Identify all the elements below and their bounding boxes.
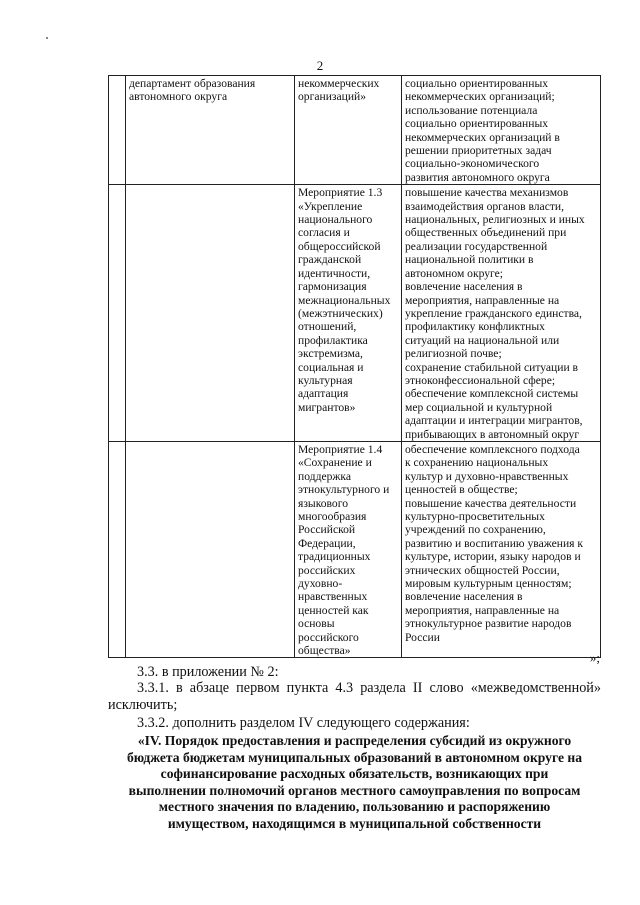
measure-cell-line: организаций»: [298, 90, 367, 104]
measure-cell-line: межнациональных: [298, 293, 391, 307]
measure-cell-line: «Укрепление: [298, 199, 363, 213]
result-cell-line: обеспечение комплексного подхода: [405, 442, 580, 456]
result-cell-line: сохранение стабильной ситуации в: [405, 360, 579, 374]
result-cell-line: повышение качества механизмов: [405, 186, 569, 200]
table-row: [109, 76, 601, 185]
measure-cell-line: отношений,: [298, 320, 357, 334]
closing-quote: »;: [589, 650, 600, 665]
number-cell: [109, 441, 126, 658]
paragraph-3-3-1: [137, 679, 601, 698]
measure-cell-line: ценностей как: [298, 603, 369, 617]
result-cell-line: национальной политики в: [405, 253, 534, 267]
measure-cell-line: Федерации,: [298, 536, 356, 550]
heading-line: «IV. Порядок предоставления и распределения субсидий из окружного: [137, 733, 572, 748]
result-cell-line: мероприятия, направленные на: [405, 293, 560, 307]
measure-cell-line: Российской: [298, 523, 356, 537]
heading-line: местного значения по владению, пользованию и распоряжению: [158, 799, 551, 815]
table-row: [109, 441, 601, 658]
measure-cell-line: социальная и: [298, 360, 364, 374]
measure-cell-line: многообразия: [298, 510, 367, 523]
measure-cell-line: идентичности,: [298, 266, 371, 280]
measure-cell-line: «Сохранение и: [298, 456, 372, 470]
result-cell: [402, 76, 601, 185]
section-iv-heading: [108, 733, 601, 833]
result-cell-line: национальных, религиозных и иных: [405, 213, 585, 227]
measure-cell-line: Мероприятие 1.3: [298, 186, 383, 200]
heading-line: выполнении полномочий органов местного самоуправления по вопросам: [128, 782, 581, 798]
number-cell: [109, 185, 126, 442]
result-cell-line: общественных объединений при: [405, 226, 567, 240]
measure-cell-line: общества»: [298, 644, 351, 658]
measure-cell-line: общероссийской: [298, 239, 381, 253]
result-cell-line: вовлечение населения в: [405, 590, 523, 604]
measure-cell-line: культурная: [298, 373, 353, 387]
result-cell-line: повышение качества деятельности: [405, 496, 577, 510]
result-cell-line: России: [405, 630, 440, 644]
result-cell-line: этнических общностей России,: [405, 563, 560, 577]
result-cell-line: вовлечение населения в: [405, 280, 523, 294]
measure-cell-line: языкового: [298, 496, 348, 510]
measure-cell-line: традиционных: [298, 550, 371, 564]
result-cell-line: мировым культурным ценностям;: [405, 577, 572, 591]
result-cell-line: ситуаций на национальной или: [405, 333, 560, 347]
result-cell-line: ценностей в обществе;: [405, 483, 518, 497]
measure-cell-line: экстремизма,: [298, 347, 363, 361]
result-cell-line: прибывающих в автономный округ: [405, 427, 580, 441]
result-cell-line: развития автономного округа: [405, 170, 550, 184]
department-cell: [126, 185, 295, 442]
result-cell: [402, 441, 601, 658]
heading-line: имуществом, находящимся в муниципальной собственности: [167, 815, 542, 831]
result-cell-line: социально ориентированных: [405, 117, 549, 131]
paragraph-3-3: 3.3. в приложении № 2:: [137, 664, 279, 680]
measure-cell-line: российского: [298, 630, 359, 644]
heading-line: софинансирование расходных обязательств, возникающих при: [160, 766, 549, 782]
measure-cell-line: духовно-: [298, 577, 343, 591]
result-cell: [402, 185, 601, 442]
measure-cell-line: основы: [298, 617, 335, 631]
result-cell-line: использование потенциала: [405, 103, 538, 117]
scan-speck: [46, 37, 48, 39]
heading-line: бюджета бюджетам муниципальных образований в автономном округе на: [126, 749, 583, 765]
result-cell-line: мероприятия, направленные на: [405, 603, 560, 617]
measure-cell-line: поддержка: [298, 469, 352, 483]
measure-cell-line: российских: [298, 563, 356, 577]
measure-cell-line: (межэтнических): [298, 306, 383, 320]
number-cell: [109, 76, 126, 185]
measure-cell: [295, 185, 402, 442]
result-cell-line: реализации государственной: [405, 239, 548, 253]
result-cell-line: этноконфессиональной сфере;: [405, 373, 556, 387]
measure-cell-line: гармонизация: [298, 280, 367, 294]
result-cell-line: профилактику конфликтных: [405, 320, 545, 334]
measure-cell-line: этнокультурного и: [298, 483, 390, 497]
result-cell-line: некоммерческих организаций в: [405, 130, 560, 144]
page-number: 2: [316, 58, 324, 73]
result-cell-line: культуре, истории, языку народов и: [405, 550, 581, 564]
measure-cell: [295, 441, 402, 658]
measure-cell-line: некоммерческих: [298, 77, 380, 90]
measure-cell-line: согласия и: [298, 226, 350, 240]
result-cell-line: автономном округе;: [405, 266, 504, 280]
result-cell-line: решении приоритетных задач: [405, 144, 552, 158]
result-cell-line: адаптации и интеграции мигрантов,: [405, 414, 583, 428]
measure-cell-line: профилактика: [298, 333, 368, 347]
department-cell: [126, 76, 295, 185]
paragraph-3-3-1-cont: исключить;: [108, 697, 178, 713]
result-cell-line: некоммерческих организаций;: [405, 90, 555, 104]
measure-cell-line: адаптация: [298, 387, 349, 401]
result-cell-line: социально ориентированных: [405, 77, 549, 90]
result-cell-line: культурно-просветительных: [405, 510, 545, 523]
measure-cell-line: Мероприятие 1.4: [298, 442, 383, 456]
result-cell-line: развитию и воспитанию уважения к: [405, 536, 584, 550]
department-cell: [126, 441, 295, 658]
measure-cell-line: мигрантов»: [298, 400, 356, 414]
paragraph-3-3-2: 3.3.2. дополнить разделом IV следующего содержания:: [137, 715, 470, 731]
result-cell-line: религиозной почве;: [405, 347, 502, 361]
result-cell-line: учреждений по сохранению,: [405, 523, 546, 537]
table-row: [109, 185, 601, 442]
result-cell-line: социально-экономического: [405, 157, 540, 171]
measure-cell-line: национального: [298, 213, 373, 227]
department-cell-line: департамент образования: [129, 77, 256, 90]
paragraph-3-3-1-line1: 3.3.1. в абзаце первом пункта 4.3 раздела II слово «межведомственной»: [137, 680, 601, 696]
measure-cell-line: гражданской: [298, 253, 362, 267]
result-cell-line: укрепление гражданского единства,: [405, 306, 582, 320]
result-cell-line: культур и духовно-нравственных: [405, 469, 569, 483]
measures-table: [108, 75, 601, 658]
result-cell-line: мер социальной и культурной: [405, 400, 553, 414]
measure-cell-line: нравственных: [298, 590, 368, 604]
department-cell-line: автономного округа: [129, 90, 228, 104]
result-cell-line: взаимодействия органов власти,: [405, 199, 565, 213]
result-cell-line: к сохранению национальных: [405, 456, 549, 470]
result-cell-line: обеспечение комплексной системы: [405, 387, 579, 401]
result-cell-line: этнокультурное развитие народов: [405, 617, 572, 631]
measure-cell: [295, 76, 402, 185]
